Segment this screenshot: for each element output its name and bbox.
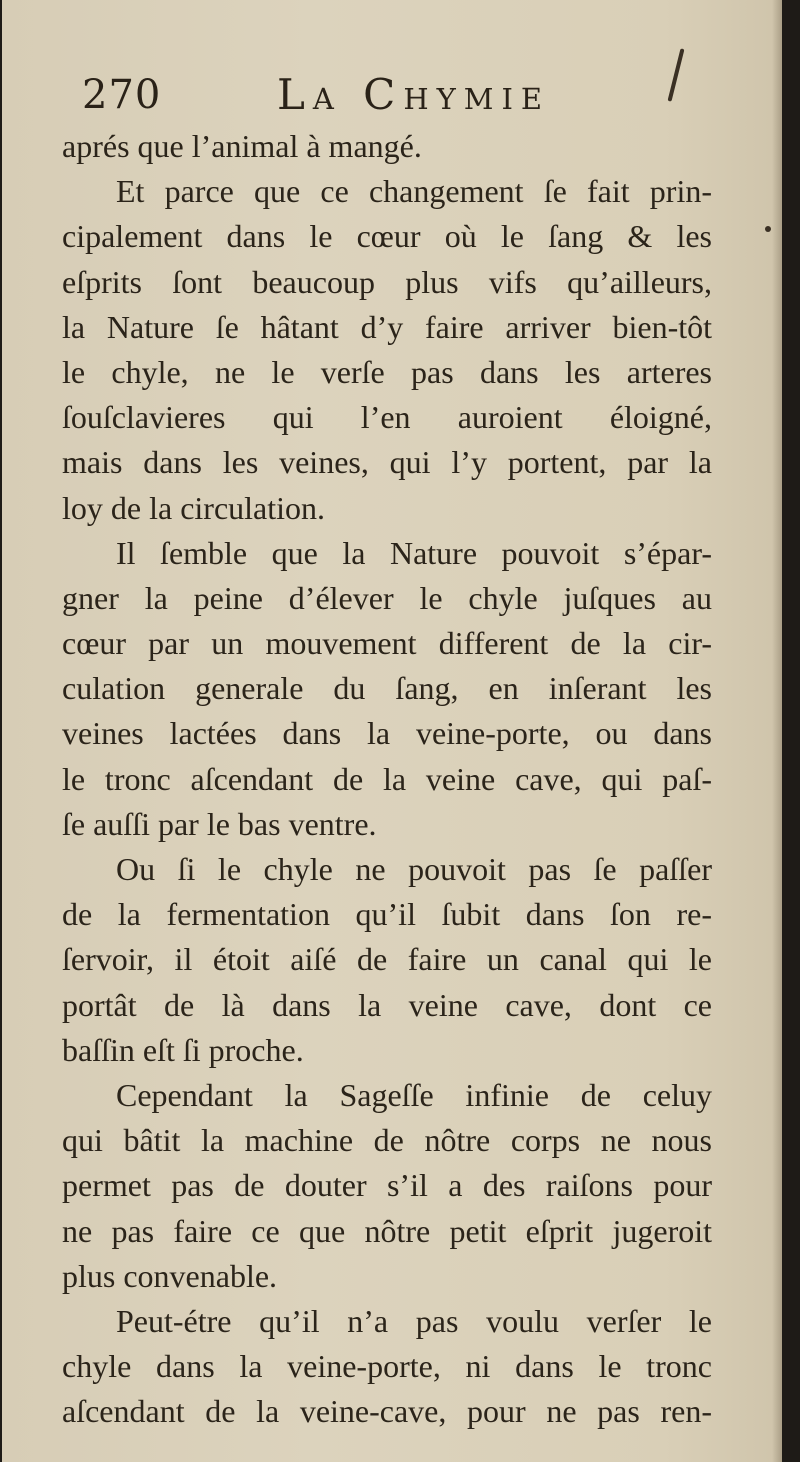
text-line: la Nature ſe hâtant d’y faire arriver bien-tôt [62, 308, 712, 345]
text-line: culation generale du ſang, en inſerant les [62, 670, 712, 707]
page-number: 270 [82, 72, 162, 118]
text-line: eſprits ſont beaucoup plus vifs qu’ailleurs, [62, 263, 712, 300]
page-header [82, 66, 702, 126]
text-line: Cependant la Sageſſe infinie de celuy [116, 1076, 712, 1113]
running-title: La Chymie [277, 70, 551, 119]
text-line: Peut-étre qu’il n’a pas voulu verſer le [116, 1302, 712, 1339]
text-line: mais dans les veines, qui l’y portent, par la [62, 444, 712, 481]
text-line: loy de la circulation. [62, 489, 326, 526]
text-line: Et parce que ce changement ſe fait prin- [116, 173, 712, 210]
text-line: ſe auſſi par le bas ventre. [62, 805, 377, 842]
text-line: ſouſclavieres qui l’en auroient éloigné, [62, 399, 712, 436]
text-line: Ou ſi le chyle ne pouvoit pas ſe paſſer [116, 851, 712, 887]
text-line: Il ſemble que la Nature pouvoit s’épar- [116, 534, 712, 571]
text-line: cœur par un mouvement different de la cir- [62, 625, 712, 662]
text-line: le tronc aſcendant de la veine cave, qui paſ- [62, 760, 712, 797]
text-line: permet pas de douter s’il a des raiſons pour [62, 1167, 712, 1204]
text-line: le chyle, ne le verſe pas dans les arteres [62, 353, 712, 390]
text-line: veines lactées dans la veine-porte, ou dans [62, 715, 712, 752]
body-text [62, 124, 712, 1434]
page-gutter-shadow [772, 0, 782, 1462]
text-line: ne pas faire ce que nôtre petit eſprit jugeroit [62, 1212, 712, 1249]
text-line: portât de là dans la veine cave, dont ce [62, 986, 712, 1023]
text-line: aſcendant de la veine-cave, pour ne pas ren- [62, 1393, 712, 1430]
text-line: plus convenable. [62, 1257, 278, 1294]
text-line: cipalement dans le cœur où le ſang & les [62, 218, 712, 255]
text-line: chyle dans la veine-porte, ni dans le tronc [62, 1348, 712, 1385]
text-line: gner la peine d’élever le chyle juſques au [62, 579, 712, 616]
margin-dot [765, 226, 771, 232]
text-line: de la fermentation qu’il ſubit dans ſon re- [62, 896, 712, 933]
text-line: aprés que l’animal à mangé. [62, 128, 422, 164]
text-line: qui bâtit la machine de nôtre corps ne nous [62, 1122, 712, 1159]
book-page [2, 0, 782, 1462]
text-line: baſſin eſt ſi proche. [62, 1031, 304, 1068]
text-line: ſervoir, il étoit aiſé de faire un canal qui le [62, 941, 712, 978]
